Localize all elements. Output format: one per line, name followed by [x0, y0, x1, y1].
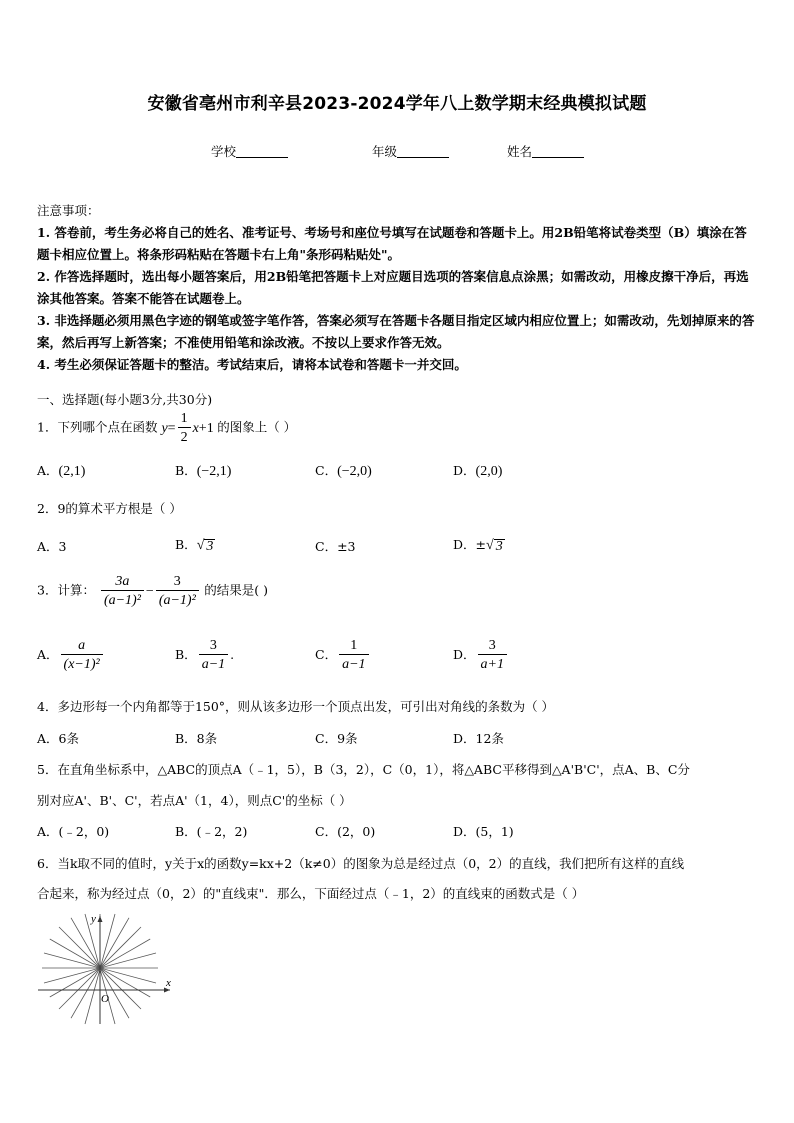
q3-minus: − — [145, 583, 154, 599]
notice-item-2: 2. 作答选择题时，选出每小题答案后，用2B铅笔把答题卡上对应题目选项的答案信息点涂黑；如需改动，用橡皮擦干净后，再选涂其他答案。答案不能答在试题卷上。 — [37, 269, 749, 306]
question-3 — [37, 573, 268, 610]
q3-fraction-1 — [101, 573, 144, 610]
q5-option-c[interactable]: C．(2，0) — [315, 824, 376, 839]
q1-prefix: 1．下列哪个点在函数 — [37, 419, 158, 435]
q3-fraction-2 — [156, 573, 199, 610]
q3-frac2-den: (a−1)² — [156, 590, 199, 610]
q3-option-c-fraction — [339, 637, 368, 674]
school-blank[interactable] — [236, 145, 288, 158]
name-blank[interactable] — [532, 145, 584, 158]
question-1 — [37, 410, 296, 447]
q3-option-c-num: 1 — [350, 638, 358, 653]
q2-option-d-radicand: 3 — [495, 539, 503, 554]
notice-block — [37, 200, 759, 376]
q3-frac1-den: (a−1)² — [101, 590, 144, 610]
line-bundle-figure — [38, 912, 178, 1027]
q3-suffix: 的结果是( ) — [204, 582, 269, 598]
question-6-line-1: 6．当k取不同的值时，y关于x的函数y=kx+2（k≠0）的图象为总是经过点（0，2）的直线，我们把所有这样的直线 — [37, 856, 685, 871]
q2-option-b-radicand: 3 — [206, 539, 214, 554]
y-axis-label: y — [91, 913, 96, 925]
y-axis-arrow — [98, 916, 103, 922]
question-2: 2．9的算术平方根是（ ） — [37, 501, 182, 516]
q3-option-b[interactable] — [175, 637, 234, 674]
q1-option-d-label: D． — [453, 463, 476, 478]
school-field[interactable] — [211, 142, 288, 160]
notice-item-4: 4. 考生必须保证答题卡的整洁。考试结束后，请将本试卷和答题卡一并交回。 — [37, 357, 467, 372]
q1-frac-num: 1 — [180, 411, 188, 426]
q1-eq: = — [167, 420, 176, 436]
q3-option-a-den: (x−1)² — [61, 654, 103, 674]
q3-frac2-num: 3 — [173, 574, 181, 589]
q3-option-c[interactable] — [315, 637, 371, 674]
q1-option-b-value: (−2,1) — [196, 464, 232, 479]
q3-option-b-label: B． — [175, 647, 197, 662]
q2-option-d-label: D．± — [453, 537, 486, 552]
q4-option-b[interactable]: B．8条 — [175, 731, 218, 746]
notice-heading: 注意事项： — [37, 203, 100, 218]
school-label: 学校 — [211, 144, 237, 159]
q2-option-a[interactable]: A．3 — [37, 539, 67, 554]
q1-rest: +1 — [198, 420, 214, 436]
q2-option-b[interactable] — [175, 535, 215, 554]
q3-option-c-den: a−1 — [339, 654, 368, 674]
q3-frac1-num: 3a — [115, 574, 130, 589]
grade-label: 年级 — [372, 144, 398, 159]
name-label: 姓名 — [507, 144, 533, 159]
q1-option-d-value: (2,0) — [475, 464, 503, 479]
q3-option-a-label: A． — [37, 647, 59, 662]
q4-option-a[interactable]: A．6条 — [37, 731, 79, 746]
q3-option-d-den: a+1 — [478, 654, 507, 674]
q3-option-a-num: a — [78, 638, 86, 653]
q3-option-c-label: C． — [315, 647, 338, 662]
q1-option-a[interactable] — [37, 461, 85, 480]
origin-label: O — [101, 993, 109, 1005]
q3-option-d[interactable] — [453, 637, 509, 674]
notice-item-3: 3. 非选择题必须用黑色字迹的钢笔或签字笔作答，答案必须写在答题卡各题目指定区域内相应位置上；如需改动，先划掉原来的答案，然后再写上新答案；不准使用铅笔和涂改液。不按以上要求作答无效。 — [37, 313, 755, 350]
q3-option-b-fraction — [199, 637, 228, 674]
q1-option-c-value: (−2,0) — [337, 464, 372, 479]
question-5-line-1: 5．在直角坐标系中，△ABC的顶点A（﹣1，5），B（3，2），C（0，1），将△ABC平移得到△A'B'C'，点A、B、C分 — [37, 762, 690, 777]
q1-option-b-label: B． — [175, 463, 197, 478]
x-axis-label: x — [166, 977, 171, 989]
q3-option-a[interactable] — [37, 637, 105, 674]
question-6-line-2: 合起来，称为经过点（0，2）的"直线束"．那么，下面经过点（﹣1，2）的直线束的函数式是（ ） — [37, 886, 585, 901]
q4-option-d[interactable]: D．12条 — [453, 731, 504, 746]
q1-option-a-label: A． — [37, 463, 59, 478]
q2-option-b-sqrt: √ 3 — [196, 538, 214, 554]
q1-option-c-label: C． — [315, 463, 338, 478]
q1-frac-den: 2 — [178, 427, 191, 447]
q1-option-c[interactable] — [315, 461, 372, 480]
q1-y: y — [161, 420, 168, 436]
q1-x: x — [192, 420, 199, 436]
q4-option-c[interactable]: C．9条 — [315, 731, 358, 746]
q3-option-d-fraction — [478, 637, 507, 674]
grade-field[interactable] — [372, 142, 449, 160]
q5-option-b[interactable]: B．(﹣2，2) — [175, 824, 248, 839]
q1-option-a-value: (2,1) — [58, 464, 86, 479]
q1-fraction — [178, 410, 191, 447]
q5-option-a[interactable]: A．(﹣2，0) — [37, 824, 110, 839]
q2-option-d-sqrt: √ 3 — [486, 538, 503, 554]
q1-option-b[interactable] — [175, 461, 231, 480]
q3-option-d-label: D． — [453, 647, 476, 662]
grade-blank[interactable] — [397, 145, 449, 158]
section-heading: 一、选择题(每小题3分,共30分) — [37, 392, 213, 407]
q3-option-a-fraction — [61, 637, 103, 674]
q1-option-d[interactable] — [453, 461, 502, 480]
q2-option-b-label: B． — [175, 537, 197, 552]
q3-option-d-num: 3 — [488, 638, 496, 653]
notice-item-1: 1. 答卷前，考生务必将自己的姓名、准考证号、考场号和座位号填写在试题卷和答题卡上。用2B铅笔将试卷类型（B）填涂在答题卡相应位置上。将条形码粘贴在答题卡右上角"条形码粘贴处"。 — [37, 225, 747, 262]
q3-option-b-dot: . — [230, 647, 235, 662]
q5-option-d[interactable]: D．(5，1) — [453, 824, 514, 839]
q2-option-d[interactable] — [453, 535, 505, 554]
name-field[interactable] — [507, 142, 584, 160]
q3-prefix: 3．计算： — [37, 582, 95, 598]
q3-option-b-den: a−1 — [199, 654, 228, 674]
page-title: 安徽省亳州市利辛县2023-2024学年八上数学期末经典模拟试题 — [147, 94, 647, 114]
q3-option-b-num: 3 — [209, 638, 217, 653]
question-4: 4．多边形每一个内角都等于150°，则从该多边形一个顶点出发，可引出对角线的条数为（ ） — [37, 699, 555, 714]
question-5-line-2: 别对应A'、B'、C'，若点A'（1，4），则点C'的坐标（ ） — [37, 793, 352, 808]
q1-suffix: 的图象上（ ） — [217, 419, 297, 435]
q2-option-c[interactable]: C．±3 — [315, 539, 356, 554]
